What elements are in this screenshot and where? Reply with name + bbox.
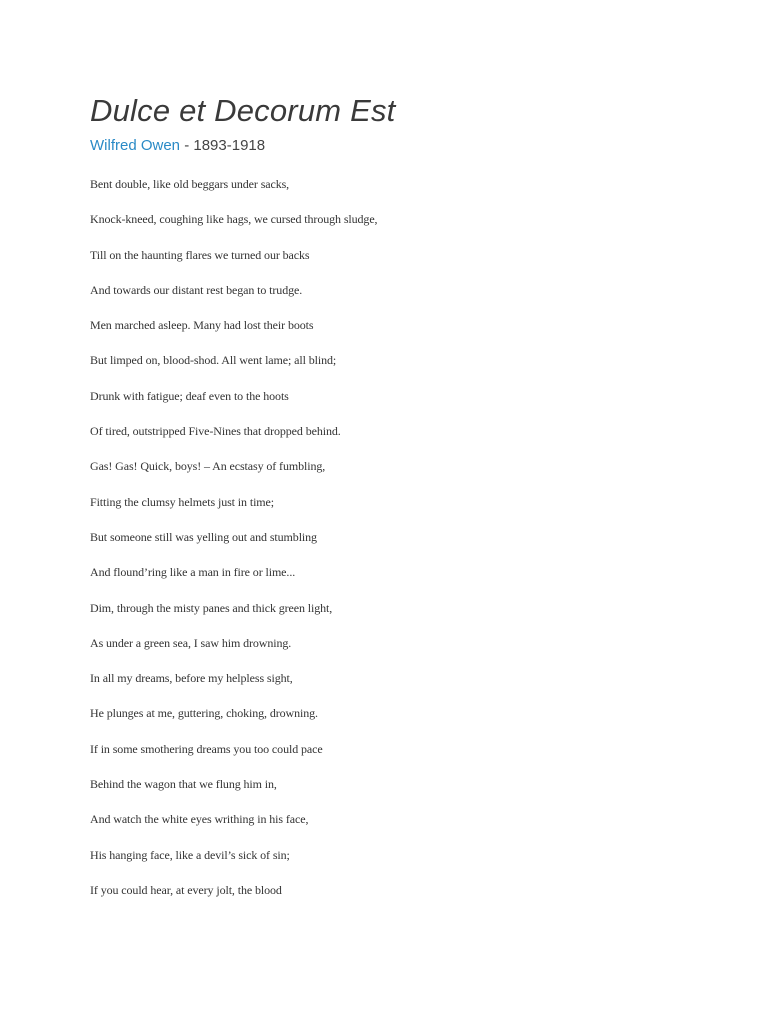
author-link[interactable]: Wilfred Owen	[90, 137, 181, 154]
poem-line: Of tired, outstripped Five-Nines that dropped behind.	[90, 424, 341, 439]
poem-line: Knock-kneed, coughing like hags, we cursed through sludge,	[90, 212, 378, 227]
poem-line: Gas! Gas! Quick, boys! – An ecstasy of fumbling,	[90, 459, 326, 474]
poem-title: Dulce et Decorum Est	[90, 93, 396, 128]
author-dates: 1893-1918	[193, 137, 266, 154]
poem-line: Till on the haunting flares we turned our backs	[90, 247, 310, 262]
poem-line: Dim, through the misty panes and thick green light,	[90, 600, 333, 615]
poem-body	[90, 176, 710, 917]
poem-line: He plunges at me, guttering, choking, drowning.	[90, 706, 318, 721]
byline-separator: -	[180, 137, 194, 154]
poem-line: As under a green sea, I saw him drowning.	[90, 635, 292, 650]
poem-line: And watch the white eyes writhing in his face,	[90, 812, 309, 827]
poem-line: His hanging face, like a devil’s sick of sin;	[90, 847, 290, 862]
poem-line: Behind the wagon that we flung him in,	[90, 777, 277, 792]
poem-line: Fitting the clumsy helmets just in time;	[90, 494, 274, 509]
poem-line: Bent double, like old beggars under sacks,	[90, 177, 290, 191]
poem-line: Drunk with fatigue; deaf even to the hoots	[90, 388, 289, 403]
poem-article	[90, 92, 710, 917]
byline	[90, 136, 710, 156]
poem-line: If in some smothering dreams you too could pace	[90, 741, 323, 756]
poem-line: But someone still was yelling out and stumbling	[90, 529, 317, 544]
poem-line: But limped on, blood-shod. All went lame; all blind;	[90, 353, 337, 368]
poem-line: Men marched asleep. Many had lost their boots	[90, 318, 314, 333]
poem-line: If you could hear, at every jolt, the blood	[90, 882, 282, 897]
poem-line: And towards our distant rest began to trudge.	[90, 282, 303, 297]
poem-line: In all my dreams, before my helpless sight,	[90, 671, 293, 686]
poem-line: And flound’ring like a man in fire or lime...	[90, 565, 296, 580]
